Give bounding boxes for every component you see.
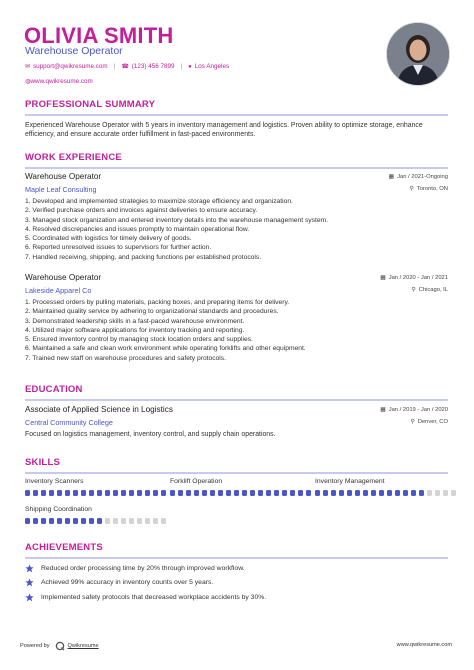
skill-segment-filled: [57, 518, 62, 524]
skill-segment-empty: [153, 518, 158, 524]
education-text: Focused on logistics management, inventory control, and supply chain operations.: [25, 431, 276, 438]
skill-segment-filled: [33, 490, 38, 496]
job-bullet: 7. Handled receiving, shipping, and packing functions per established protocols.: [25, 253, 262, 261]
calendar-icon: ▦: [380, 275, 386, 281]
experience-heading: WORK EXPERIENCE: [25, 152, 122, 163]
job-company: Lakeside Apparel Co: [25, 286, 92, 295]
skill-segment-filled: [202, 490, 207, 496]
skill-segment-filled: [323, 490, 328, 496]
job-location: [409, 186, 448, 192]
contact-separator: |: [113, 63, 116, 70]
skill-segment-filled: [33, 518, 38, 524]
skill-segment-filled: [49, 490, 54, 496]
skill-segment-filled: [41, 490, 46, 496]
skill-segment-filled: [347, 490, 352, 496]
star-icon: [25, 564, 34, 573]
section-divider: [25, 557, 448, 559]
candidate-name: OLIVIA SMITH: [24, 23, 174, 48]
calendar-icon: ▦: [388, 174, 395, 180]
skill-segment-filled: [226, 490, 231, 496]
footer-site-link[interactable]: www.qwikresume.com: [396, 642, 452, 648]
skill-label: Inventory Scanners: [25, 478, 84, 485]
skill-segment-filled: [186, 490, 191, 496]
skill-segment-filled: [315, 490, 320, 496]
skill-segment-filled: [121, 490, 126, 496]
job-company: Maple Leaf Consulting: [25, 185, 97, 194]
job-bullet: 7. Trained new staff on warehouse procedures and safety protocols.: [25, 354, 226, 362]
skill-segment-filled: [339, 490, 344, 496]
skill-segment-filled: [65, 518, 70, 524]
skill-segment-filled: [363, 490, 368, 496]
website-line: [25, 78, 93, 85]
skill-segment-filled: [395, 490, 400, 496]
skill-segment-filled: [49, 518, 54, 524]
job-dates: [389, 174, 448, 180]
skill-segment-filled: [266, 490, 271, 496]
job-dates-text: Jan / 2021-Ongoing: [397, 174, 448, 180]
powered-by-text: Powered by: [20, 643, 50, 649]
skill-segment-filled: [81, 490, 86, 496]
skill-segment-filled: [81, 518, 86, 524]
skill-segment-empty: [435, 490, 440, 496]
skill-segment-empty: [161, 518, 166, 524]
skill-segment-filled: [89, 518, 94, 524]
skill-segment-empty: [129, 518, 134, 524]
brand-link[interactable]: Qwikresume: [67, 643, 99, 649]
job-dates: [380, 275, 448, 281]
section-divider: [25, 472, 448, 474]
phone-icon: ☎: [121, 64, 129, 70]
footer-powered-by: [20, 641, 99, 651]
calendar-icon: ▦: [380, 407, 386, 413]
map-pin-icon: ⚲: [410, 419, 415, 425]
skill-segment-filled: [170, 490, 175, 496]
skill-segment-filled: [274, 490, 279, 496]
job-bullet: 5. Coordinated with logistics for timely delivery of goods.: [25, 235, 192, 243]
job-bullet: 1. Developed and implemented strategies to maximize storage efficiency and organization.: [25, 198, 293, 205]
skill-segment-filled: [137, 490, 142, 496]
job-bullet: 6. Reported unresolved issues to supervisors for further action.: [25, 244, 212, 252]
skill-segment-empty: [427, 490, 432, 496]
job-location-text: Chicago, IL: [418, 287, 448, 293]
job-location-text: Toronto, ON: [416, 186, 448, 192]
job-bullet: 2. Maintained quality service by adhering to organizational standards and procedures.: [25, 308, 279, 316]
skills-heading: SKILLS: [25, 457, 60, 468]
skill-segment-empty: [113, 518, 118, 524]
skill-segment-filled: [242, 490, 247, 496]
job-bullet: 1. Processed orders by pulling materials, packing boxes, and preparing items for delivery.: [25, 299, 290, 306]
skill-meter: [170, 490, 311, 496]
skill-segment-filled: [379, 490, 384, 496]
skill-segment-filled: [41, 518, 46, 524]
achievement-item: [25, 593, 266, 602]
qwikresume-logo-icon: [55, 641, 65, 651]
skill-segment-filled: [210, 490, 215, 496]
skill-meter: [315, 490, 456, 496]
contact-line: [25, 63, 229, 70]
email-icon: ✉: [25, 64, 31, 70]
skill-segment-empty: [451, 490, 456, 496]
job-location: [411, 287, 448, 293]
map-pin-icon: ⚲: [409, 186, 414, 192]
job-dates-text: Jan / 2020 - Jan / 2021: [388, 275, 448, 281]
star-icon: [25, 593, 34, 602]
map-pin-icon: ⚲: [411, 287, 416, 293]
website-icon: ◍: [25, 78, 31, 85]
skill-segment-filled: [65, 490, 70, 496]
skill-segment-filled: [290, 490, 295, 496]
skill-segment-filled: [234, 490, 239, 496]
skill-segment-filled: [153, 490, 158, 496]
skill-segment-filled: [97, 518, 102, 524]
achievement-item: [25, 564, 245, 573]
skill-segment-filled: [25, 518, 30, 524]
skill-segment-empty: [137, 518, 142, 524]
skill-segment-filled: [57, 490, 62, 496]
contact-phone[interactable]: (123) 456 7899: [131, 63, 175, 70]
contact-website[interactable]: www.qwikresume.com: [30, 78, 93, 85]
summary-text: Experienced Warehouse Operator with 5 years in inventory management and logistics. Proven ability to optimize storage, enhance efficiency, and ensure accurate order fulfillment in fast-paced environments.: [25, 122, 423, 139]
job-bullet: 4. Resolved discrepancies and issues promptly to maintain operational flow.: [25, 225, 250, 233]
job-bullet: 3. Demonstrated leadership skills in a fast-paced warehouse environment.: [25, 317, 245, 325]
skill-segment-filled: [194, 490, 199, 496]
skill-segment-empty: [121, 518, 126, 524]
candidate-title: Warehouse Operator: [25, 45, 123, 57]
profile-photo-image: [387, 23, 449, 85]
skill-segment-filled: [282, 490, 287, 496]
contact-location: Los Angeles: [194, 63, 230, 70]
skill-segment-filled: [89, 490, 94, 496]
education-dates-text: Jan / 2019 - Jan / 2020: [388, 407, 448, 413]
skill-segment-empty: [105, 518, 110, 524]
job-bullet: 6. Maintained a safe and clean work environment while operating forklifts and other equipment.: [25, 345, 306, 353]
profile-photo: [386, 22, 450, 86]
skill-segment-filled: [97, 490, 102, 496]
education-location-text: Denver, CO: [417, 419, 448, 425]
achievement-text: Reduced order processing time by 20% through improved workflow.: [41, 565, 245, 572]
location-icon: ●: [188, 63, 192, 70]
skill-segment-filled: [371, 490, 376, 496]
section-divider: [25, 399, 448, 401]
skill-segment-filled: [73, 518, 78, 524]
contact-separator: |: [180, 63, 183, 70]
skill-segment-filled: [331, 490, 336, 496]
job-title: Warehouse Operator: [25, 172, 102, 181]
skill-segment-filled: [387, 490, 392, 496]
education-location: [410, 419, 448, 425]
achievements-heading: ACHIEVEMENTS: [25, 542, 103, 553]
skill-segment-empty: [145, 518, 150, 524]
achievement-text: Achieved 99% accuracy in inventory counts over 5 years.: [41, 579, 214, 586]
skill-segment-filled: [306, 490, 311, 496]
skill-segment-filled: [25, 490, 30, 496]
skill-segment-filled: [73, 490, 78, 496]
section-divider: [25, 114, 448, 116]
education-dates: [380, 407, 448, 413]
job-bullets: [25, 298, 306, 363]
job-bullet: 3. Managed stock organization and entered inventory details into the warehouse management system.: [25, 216, 328, 224]
skill-meter: [25, 518, 166, 524]
job-bullet: 2. Verified purchase orders and invoices against deliveries to ensure accuracy.: [25, 207, 258, 215]
contact-email[interactable]: support@qwikresume.com: [33, 63, 108, 70]
skill-segment-filled: [419, 490, 424, 496]
star-icon: [25, 578, 34, 587]
achievement-text: Implemented safety protocols that decreased workplace accidents by 30%.: [41, 594, 267, 601]
skill-segment-filled: [105, 490, 110, 496]
skill-segment-filled: [145, 490, 150, 496]
skill-label: Shipping Coordination: [25, 506, 92, 513]
skill-segment-empty: [443, 490, 448, 496]
skill-meter: [25, 490, 166, 496]
education-degree: Associate of Applied Science in Logistics: [25, 405, 173, 414]
job-title: Warehouse Operator: [25, 273, 102, 282]
section-divider: [25, 167, 448, 169]
skill-segment-filled: [129, 490, 134, 496]
skill-label: Forklift Operation: [170, 478, 223, 485]
education-heading: EDUCATION: [25, 384, 83, 395]
job-bullet: 4. Utilized major software applications for inventory tracking and reporting.: [25, 326, 245, 334]
skill-segment-filled: [113, 490, 118, 496]
skill-segment-filled: [250, 490, 255, 496]
skill-segment-filled: [355, 490, 360, 496]
skill-segment-filled: [218, 490, 223, 496]
education-school: Central Community College: [25, 418, 113, 427]
skill-segment-filled: [411, 490, 416, 496]
achievement-item: [25, 578, 213, 587]
skill-segment-filled: [258, 490, 263, 496]
job-bullet: 5. Ensured inventory control by managing stock location orders and supplies.: [25, 336, 253, 344]
skill-segment-filled: [161, 490, 166, 496]
job-bullets: [25, 197, 328, 262]
summary-heading: PROFESSIONAL SUMMARY: [25, 99, 156, 110]
skill-label: Inventory Management: [315, 478, 385, 485]
skill-segment-filled: [403, 490, 408, 496]
skill-segment-filled: [298, 490, 303, 496]
skill-segment-filled: [178, 490, 183, 496]
